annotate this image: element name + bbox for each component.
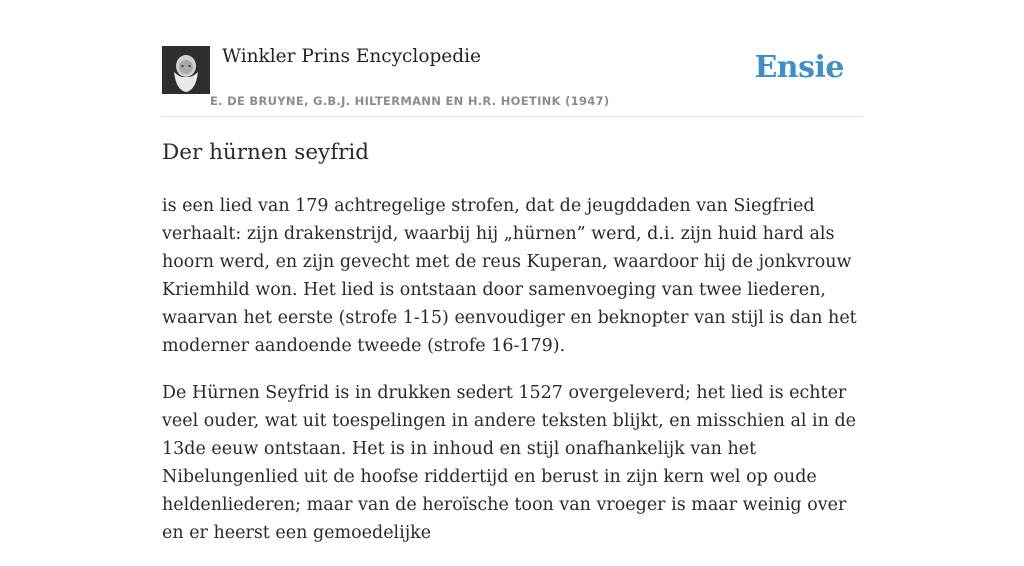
ensie-logo-link[interactable]: Ensie (754, 50, 844, 85)
source-title[interactable]: Winkler Prins Encyclopedie (222, 46, 481, 67)
article-paragraph: is een lied van 179 achtregelige strofen, dat de jeugddaden van Siegfried verhaalt: zijn drakenstrijd, waarbij hij „hürnen” werd, d.i. zijn huid hard als hoorn werd, en zijn gevecht met de reus Kuperan, waardoor hij de jonkvrouw Kriemhild won. Het lied is ontstaan door samenvoeging van twee liederen, waarvan het eerste (strofe 1-15) eenvoudiger en beknopter van stijl is dan het moderner aandoende tweede (strofe 16-179). (162, 196, 857, 356)
bearded-man-portrait-icon (162, 46, 210, 94)
source-avatar[interactable] (162, 46, 210, 94)
source-authors: E. DE BRUYNE, G.B.J. HILTERMANN EN H.R. HOETINK (1947) (210, 94, 610, 108)
article-title: Der hürnen seyfrid (162, 140, 370, 165)
page-container (162, 0, 862, 543)
article-paragraph: De Hürnen Seyfrid is in drukken sedert 1527 overgeleverd; het lied is echter veel ouder, wat uit toespelingen in andere teksten blijkt, en misschien al in de 13de eeuw ontstaan. Het is in inhoud en stijl onafhankelijk van het Nibelungenlied uit de hoofse riddertijd en berust in zijn kern wel op oude heldenliederen; maar van de heroïsche toon van vroeger is maar weinig over en er heerst een gemoedelijke (162, 383, 857, 543)
source-header (162, 0, 862, 117)
article-body (162, 192, 862, 566)
